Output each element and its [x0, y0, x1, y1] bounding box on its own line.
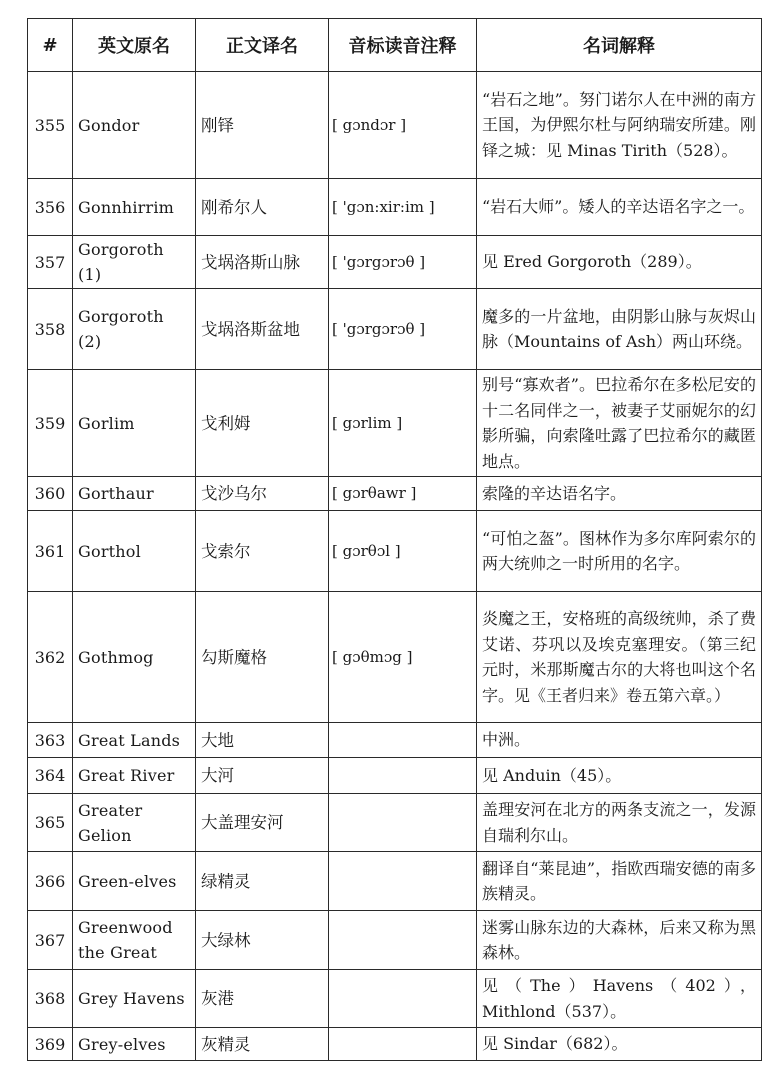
phonetic [329, 911, 477, 970]
chinese-name: 戈埚洛斯山脉 [196, 236, 329, 289]
phonetic [329, 852, 477, 911]
phonetic: [ gɔrθawr ] [329, 477, 477, 511]
definition: 见 Anduin（45）。 [477, 758, 762, 794]
phonetic [329, 723, 477, 758]
entry-number: 359 [28, 370, 73, 477]
definition: “岩石大师”。矮人的辛达语名字之一。 [477, 179, 762, 236]
definition: 见 Ered Gorgoroth（289）。 [477, 236, 762, 289]
phonetic: [ 'gɔrgɔrɔθ ] [329, 236, 477, 289]
table-row [28, 370, 762, 477]
chinese-name: 戈利姆 [196, 370, 329, 477]
phonetic: [ gɔrθɔl ] [329, 511, 477, 592]
table-row [28, 72, 762, 179]
english-name: Gorthaur [73, 477, 196, 511]
definition: 魔多的一片盆地，由阴影山脉与灰烬山脉（Mountains of Ash）两山环绕。 [477, 289, 762, 370]
table-row [28, 511, 762, 592]
definition: 索隆的辛达语名字。 [477, 477, 762, 511]
chinese-name: 大盖理安河 [196, 794, 329, 852]
english-name: Grey Havens [73, 970, 196, 1028]
table-row [28, 289, 762, 370]
glossary-page [27, 18, 761, 1061]
definition: “可怕之盔”。图林作为多尔库阿索尔的两大统帅之一时所用的名字。 [477, 511, 762, 592]
header-translation: 正文译名 [196, 19, 329, 72]
english-name: Green-elves [73, 852, 196, 911]
english-name: Great Lands [73, 723, 196, 758]
table-row [28, 970, 762, 1028]
definition: 盖理安河在北方的两条支流之一，发源自瑞利尔山。 [477, 794, 762, 852]
phonetic [329, 970, 477, 1028]
entry-number: 358 [28, 289, 73, 370]
definition: 中洲。 [477, 723, 762, 758]
chinese-name: 灰港 [196, 970, 329, 1028]
english-name: Gondor [73, 72, 196, 179]
table-row [28, 592, 762, 723]
chinese-name: 戈索尔 [196, 511, 329, 592]
chinese-name: 戈沙乌尔 [196, 477, 329, 511]
definition: “岩石之地”。努门诺尔人在中洲的南方王国，为伊熙尔杜与阿纳瑞安所建。刚铎之城：见 Minas Tirith（528）。 [477, 72, 762, 179]
table-row [28, 1028, 762, 1061]
table-row [28, 236, 762, 289]
entry-number: 369 [28, 1028, 73, 1061]
phonetic: [ gɔθmɔg ] [329, 592, 477, 723]
table-row [28, 179, 762, 236]
definition: 迷雾山脉东边的大森林，后来又称为黑森林。 [477, 911, 762, 970]
definition: 别号“寡欢者”。巴拉希尔在多松尼安的十二名同伴之一，被妻子艾丽妮尔的幻影所骗，向索隆吐露了巴拉希尔的藏匿地点。 [477, 370, 762, 477]
chinese-name: 大地 [196, 723, 329, 758]
chinese-name: 大绿林 [196, 911, 329, 970]
header-definition: 名词解释 [477, 19, 762, 72]
definition: 见（The）Havens（402），Mithlond（537）。 [477, 970, 762, 1028]
entry-number: 368 [28, 970, 73, 1028]
definition: 炎魔之王，安格班的高级统帅，杀了费艾诺、芬巩以及埃克塞理安。（第三纪元时，米那斯魔古尔的大将也叫这个名字。见《王者归来》卷五第六章。） [477, 592, 762, 723]
phonetic: [ 'gɔrgɔrɔθ ] [329, 289, 477, 370]
definition: 见 Sindar（682）。 [477, 1028, 762, 1061]
table-row [28, 794, 762, 852]
chinese-name: 大河 [196, 758, 329, 794]
english-name: Gorgoroth (1) [73, 236, 196, 289]
table-row [28, 911, 762, 970]
table-row [28, 758, 762, 794]
phonetic: [ gɔrlim ] [329, 370, 477, 477]
header-phonetic: 音标读音注释 [329, 19, 477, 72]
entry-number: 367 [28, 911, 73, 970]
entry-number: 360 [28, 477, 73, 511]
header-num: # [28, 19, 73, 72]
english-name: Gorlim [73, 370, 196, 477]
entry-number: 356 [28, 179, 73, 236]
entry-number: 357 [28, 236, 73, 289]
phonetic: [ 'gɔn:xir:im ] [329, 179, 477, 236]
glossary-table [27, 18, 762, 1061]
english-name: Greenwood the Great [73, 911, 196, 970]
english-name: Gonnhirrim [73, 179, 196, 236]
chinese-name: 刚铎 [196, 72, 329, 179]
entry-number: 361 [28, 511, 73, 592]
chinese-name: 勾斯魔格 [196, 592, 329, 723]
english-name: Greater Gelion [73, 794, 196, 852]
phonetic [329, 1028, 477, 1061]
entry-number: 365 [28, 794, 73, 852]
entry-number: 363 [28, 723, 73, 758]
chinese-name: 刚希尔人 [196, 179, 329, 236]
header-english: 英文原名 [73, 19, 196, 72]
english-name: Gorgoroth (2) [73, 289, 196, 370]
header-row [28, 19, 762, 72]
english-name: Grey-elves [73, 1028, 196, 1061]
chinese-name: 戈埚洛斯盆地 [196, 289, 329, 370]
entry-number: 366 [28, 852, 73, 911]
english-name: Gothmog [73, 592, 196, 723]
chinese-name: 灰精灵 [196, 1028, 329, 1061]
definition: 翻译自“莱昆迪”，指欧西瑞安德的南多族精灵。 [477, 852, 762, 911]
phonetic: [ gɔndɔr ] [329, 72, 477, 179]
table-row [28, 723, 762, 758]
english-name: Gorthol [73, 511, 196, 592]
table-row [28, 477, 762, 511]
english-name: Great River [73, 758, 196, 794]
table-row [28, 852, 762, 911]
entry-number: 364 [28, 758, 73, 794]
chinese-name: 绿精灵 [196, 852, 329, 911]
entry-number: 362 [28, 592, 73, 723]
phonetic [329, 758, 477, 794]
entry-number: 355 [28, 72, 73, 179]
phonetic [329, 794, 477, 852]
